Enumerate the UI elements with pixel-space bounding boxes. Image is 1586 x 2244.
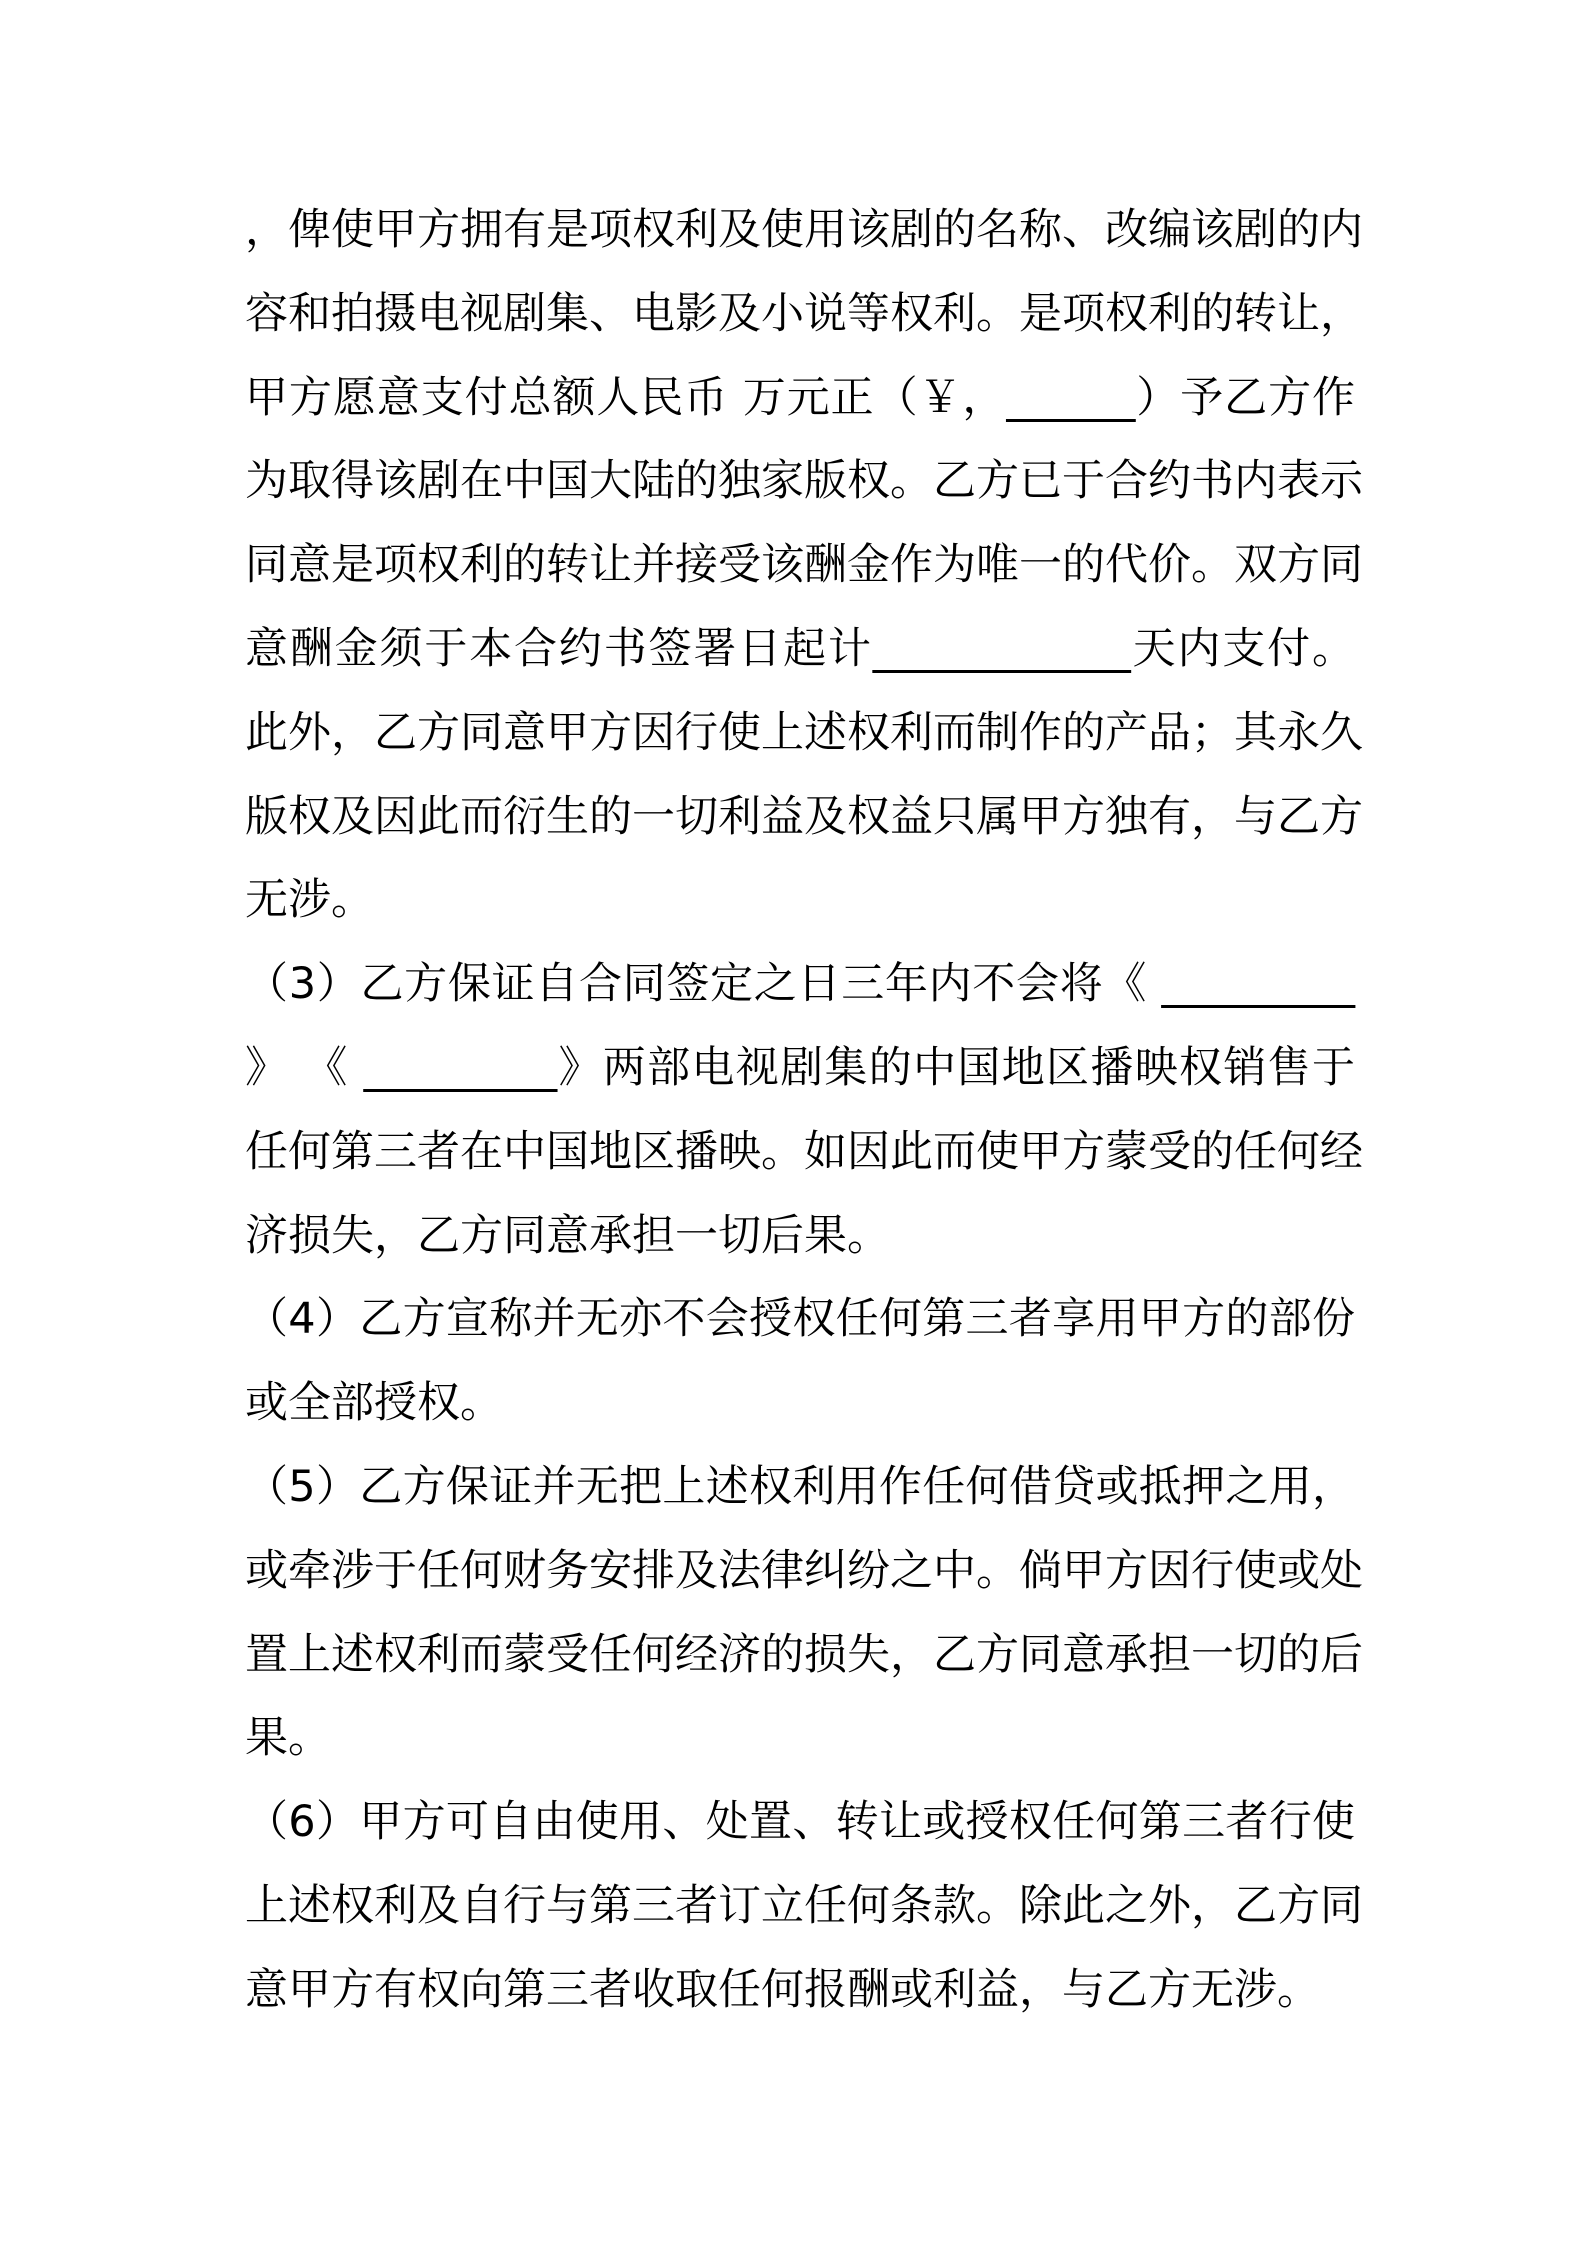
clause-4-line: （4）乙方宣称并无亦不会授权任何第三者享用甲方的部份 (245, 1294, 1355, 1345)
text-line: 置上述权利而蒙受任何经济的损失，乙方同意承担一切的后 (245, 1629, 1363, 1680)
text-line: ，俾使甲方拥有是项权利及使用该剧的名称、改编该剧的内 (245, 205, 1363, 255)
text-line: 》 《 _________》两部电视剧集的中国地区播映权销售于 (245, 1042, 1355, 1093)
clause-5-line: （5）乙方保证并无把上述权利用作任何借贷或抵押之用， (245, 1461, 1355, 1512)
text-line: 济损失，乙方同意承担一切后果。 (245, 1210, 890, 1261)
text-line: 版权及因此而衍生的一切利益及权益只属甲方独有，与乙方 (245, 791, 1363, 842)
text-line: 或全部授权。 (245, 1378, 503, 1429)
text-line: 甲方愿意支付总额人民币 万元正（￥，______）予乙方作 (245, 372, 1355, 423)
text-line: 上述权利及自行与第三者订立任何条款。除此之外，乙方同 (245, 1880, 1363, 1931)
text-line: 同意是项权利的转让并接受该酬金作为唯一的代价。双方同 (245, 540, 1363, 591)
text-line: 任何第三者在中国地区播映。如因此而使甲方蒙受的任何经 (245, 1126, 1363, 1177)
text-line: 意甲方有权向第三者收取任何报酬或利益，与乙方无涉。 (245, 1964, 1320, 2015)
text-line: 无涉。 (245, 875, 374, 926)
clause-3-line: （3）乙方保证自合同签定之日三年内不会将《 _________ (245, 959, 1355, 1010)
text-line: 为取得该剧在中国大陆的独家版权。乙方已于合约书内表示 (245, 456, 1363, 507)
contract-text-body (245, 189, 1363, 2033)
text-line: 意酬金须于本合约书签署日起计____________天内支付。 (245, 623, 1355, 674)
text-line: 或牵涉于任何财务安排及法律纠纷之中。倘甲方因行使或处 (245, 1545, 1363, 1596)
text-line: 容和拍摄电视剧集、电影及小说等权利。是项权利的转让， (245, 288, 1363, 339)
text-line: 此外，乙方同意甲方因行使上述权利而制作的产品；其永久 (245, 707, 1363, 758)
clause-6-line: （6）甲方可自由使用、处置、转让或授权任何第三者行使 (245, 1797, 1355, 1848)
text-line: 果。 (245, 1713, 331, 1764)
